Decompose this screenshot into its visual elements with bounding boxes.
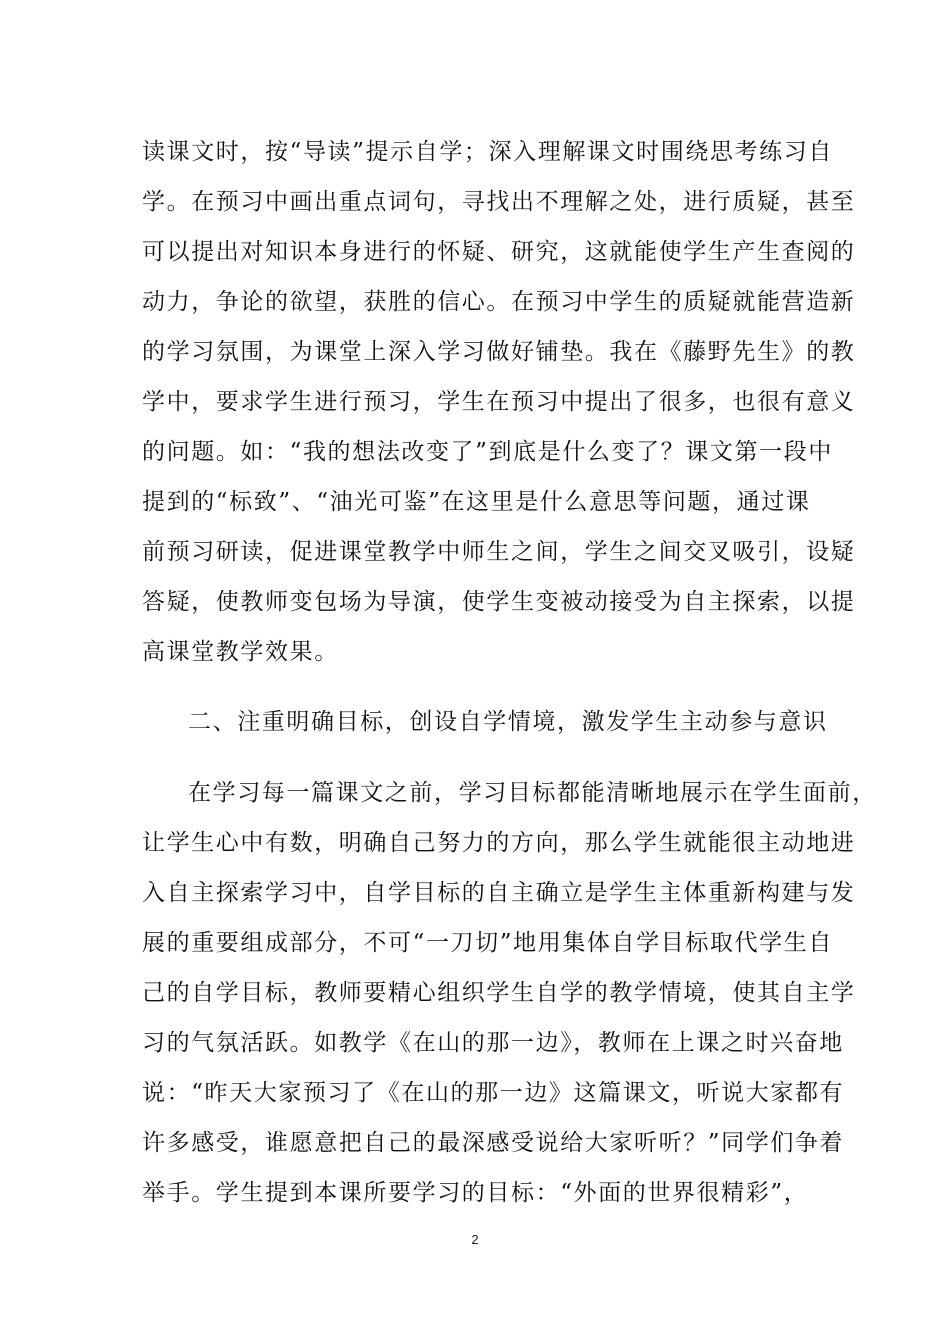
paragraph-2-line-8: 许多感受，谁愿意把自己的最深感受说给大家听听？”同学们争着 xyxy=(142,1130,845,1156)
paragraph-1-line-3: 可以提出对知识本身进行的怀疑、研究，这就能使学生产生查阅的 xyxy=(142,239,856,265)
paragraph-1-line-9: 前预习研读，促进课堂教学中师生之间，学生之间交叉吸引，设疑 xyxy=(142,539,856,565)
paragraph-1-line-7: 的问题。如：“我的想法改变了”到底是什么变了？课文第一段中 xyxy=(142,439,833,465)
paragraph-1-line-1: 读课文时，按“导读”提示自学；深入理解课文时围绕思考练习自 xyxy=(142,139,833,165)
paragraph-2-line-5: 己的自学目标，教师要精心组织学生自学的教学情境，使其自主学 xyxy=(142,980,856,1006)
paragraph-1-line-5: 的学习氛围，为课堂上深入学习做好铺垫。我在《藤野先生》的教 xyxy=(142,339,856,365)
paragraph-2-line-2: 让学生心中有数，明确自己努力的方向，那么学生就能很主动地进 xyxy=(142,830,856,856)
paragraph-2-line-1: 在学习每一篇课文之前，学习目标都能清晰地展示在学生面前， xyxy=(188,780,877,806)
paragraph-1-line-2: 学。在预习中画出重点词句，寻找出不理解之处，进行质疑，甚至 xyxy=(142,189,856,215)
page-number: 2 xyxy=(471,1232,479,1247)
paragraph-2-line-6: 习的气氛活跃。如教学《在山的那一边》，教师在上课之时兴奋地 xyxy=(142,1030,844,1056)
section-heading: 二、注重明确目标，创设自学情境，激发学生主动参与意识 xyxy=(188,709,828,735)
paragraph-1-line-6: 学中，要求学生进行预习，学生在预习中提出了很多，也很有意义 xyxy=(142,389,856,415)
paragraph-2-line-9: 举手。学生提到本课所要学习的目标：“外面的世界很精彩”， xyxy=(142,1180,809,1206)
paragraph-1-line-8: 提到的“标致”、“油光可鉴”在这里是什么意思等问题，通过课 xyxy=(142,489,811,515)
paragraph-2-line-4: 展的重要组成部分，不可“一刀切”地用集体自学目标取代学生自 xyxy=(142,930,833,956)
paragraph-2-line-3: 入自主探索学习中，自学目标的自主确立是学生主体重新构建与发 xyxy=(142,880,856,906)
paragraph-1-line-4: 动力，争论的欲望，获胜的信心。在预习中学生的质疑就能营造新 xyxy=(142,289,856,315)
paragraph-1-line-11: 高课堂教学效果。 xyxy=(142,639,339,665)
paragraph-2-line-7: 说：“昨天大家预习了《在山的那一边》这篇课文，听说大家都有 xyxy=(142,1080,845,1106)
paragraph-1-line-10: 答疑，使教师变包场为导演，使学生变被动接受为自主探索，以提 xyxy=(142,589,856,615)
